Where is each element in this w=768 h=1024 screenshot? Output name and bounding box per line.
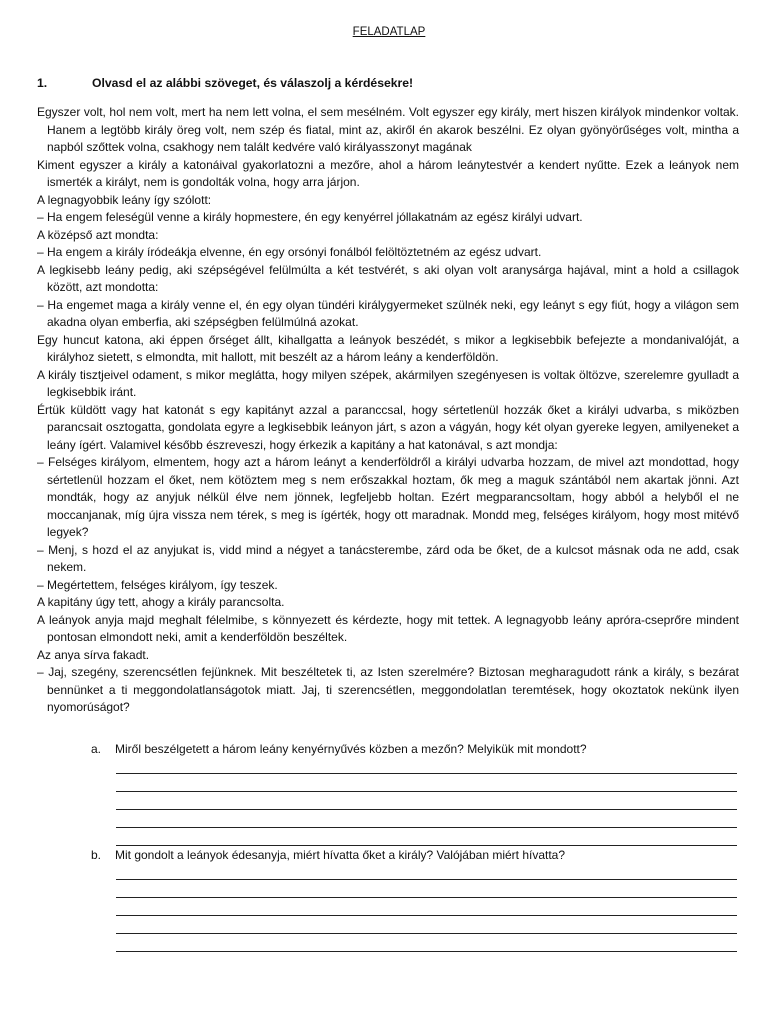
task-number: 1.	[37, 76, 48, 90]
story-paragraph: – Megértettem, felséges királyom, így teszek.	[37, 577, 278, 592]
story-paragraph: A leányok anyja majd meghalt félelmibe, s könnyezett és kérdezte, hogy mit tettek. A legnagyobb leány apróra-cseprőre mindent pontosan elmondott neki, amit a kenderföldön beszéltek.	[37, 612, 739, 644]
answer-line[interactable]	[116, 845, 737, 846]
question-text: Miről beszélgetett a három leány kenyérnyűvés közben a mezőn? Melyikük mit mondott?	[115, 742, 587, 756]
story-paragraph: Az anya sírva fakadt.	[37, 647, 150, 662]
story-text	[37, 104, 739, 717]
story-paragraph: – Felséges királyom, elmentem, hogy azt a három leányt a kenderföldről a királyi udvarba hozzam, de mivel azt mondottad, hogy sértetlenül hozzam el őket, nem kötöztem meg s nem erőszakkal hoztam, ők meg a maguk szántából nem akartak jönni. Azt mondták, hogy az anyjuk nélkül élve nem jönnek, legfeljebb holtan. Ezért megparancsoltam, hogy abból a helyből el ne moccanjanak, míg újra vissza nem térek, s meg is ígérték, hogy ott maradnak. Mondd meg, felséges királyom, hogy most mitévő legyek?	[37, 455, 739, 539]
story-paragraph: – Menj, s hozd el az anyjukat is, vidd mind a négyet a tanácsterembe, zárd oda be őket, de a kulcsot másnak oda ne add, csak nekem.	[37, 542, 739, 574]
answer-line[interactable]	[116, 773, 737, 774]
task-heading	[37, 76, 737, 90]
question-letter: a.	[91, 742, 102, 756]
story-paragraph: Értük küldött vagy hat katonát s egy kapitányt azzal a paranccsal, hogy sértetlenül hozzák őket a királyi udvarba, s miközben parancsait osztogatta, gondolata egyre a legkisebbik leányon járt, s azon a vágyán, hogy két olyan gyereke legyen, amilyeneket a leány ígért. Valamivel később észreveszi, hogy érkezik a kapitány a hat katonával, s azt mondja:	[37, 402, 739, 452]
answer-line[interactable]	[116, 809, 737, 810]
answer-line[interactable]	[116, 791, 737, 792]
task-instruction: Olvasd el az alábbi szöveget, és válaszolj a kérdésekre!	[92, 76, 414, 90]
story-paragraph: Egy huncut katona, aki éppen őrséget állt, kihallgatta a leányok beszédét, s mikor a legkisebbik befejezte a mondanivalóját, a királyhoz sietett, s elmondta, mit hallott, mit beszélt az a három leány a kenderföldön.	[37, 332, 739, 364]
story-paragraph: A legnagyobbik leány így szólott:	[37, 192, 212, 207]
question-text: Mit gondolt a leányok édesanyja, miért hívatta őket a király? Valójában miért hívatta?	[115, 848, 566, 862]
story-paragraph: A középső azt mondta:	[37, 227, 159, 242]
story-paragraph: A király tisztjeivel odament, s mikor meglátta, hogy milyen szépek, akármilyen szegényesen is voltak öltözve, szerelemre gyulladt a legkisebbik iránt.	[37, 367, 739, 399]
question-letter: b.	[91, 848, 102, 862]
answer-line[interactable]	[116, 897, 737, 898]
story-paragraph: A legkisebb leány pedig, aki szépségével felülmúlta a két testvérét, s aki olyan volt aranysárga hajával, mint a hold a csillagok között, azt mondotta:	[37, 262, 739, 294]
story-paragraph: – Ha engem feleségül venne a király hopmestere, én egy kenyérrel jóllakatnám az egész királyi udvart.	[37, 210, 583, 224]
answer-line[interactable]	[116, 827, 737, 828]
story-paragraph: Egyszer volt, hol nem volt, mert ha nem lett volna, el sem mesélném. Volt egyszer egy király, mert hiszen királyok mindenkor voltak. Hanem a legtöbb király öreg volt, nem szép és fiatal, mint az, akiről én akarok beszélni. Ez olyan gyönyörűséges volt, mintha a napból szőttek volna, csakhogy nem talált kedvére való királyasszonyt magának	[37, 105, 739, 154]
story-paragraph: – Jaj, szegény, szerencsétlen fejünknek. Mit beszéltetek ti, az Isten szerelmére? Biztosan megharagudott ránk a király, s bezárat bennünket a ti meggondolatlanságotok miatt. Jaj, ti szerencsétlen, meggondolatlan teremtések, hogy okoztatok nekünk ilyen nyomorúságot?	[37, 665, 739, 714]
answer-line[interactable]	[116, 879, 737, 880]
story-paragraph: A kapitány úgy tett, ahogy a király parancsolta.	[37, 595, 285, 609]
answer-line[interactable]	[116, 933, 737, 934]
story-paragraph: – Ha engem a király íródeákja elvenne, én egy orsónyi fonálból felöltöztetném az egész udvart.	[37, 245, 542, 259]
story-paragraph: Kiment egyszer a király a katonáival gyakorlatozni a mezőre, ahol a három leánytestvér a kendert nyűtte. Ezek a leányok nem ismerték a királyt, nem is gondolták volna, hogy arra járjon.	[37, 157, 739, 189]
question-b	[91, 847, 751, 863]
answer-line[interactable]	[116, 915, 737, 916]
answer-line[interactable]	[116, 951, 737, 952]
story-paragraph: – Ha engemet maga a király venne el, én egy olyan tündéri királygyermeket szülnék neki, egy leányt s egy fiút, hogy a világon sem akadna olyan emberfia, aki szépségben felülmúlná azokat.	[37, 297, 739, 329]
worksheet-title: FELADATLAP	[352, 26, 426, 38]
question-a	[91, 741, 751, 757]
